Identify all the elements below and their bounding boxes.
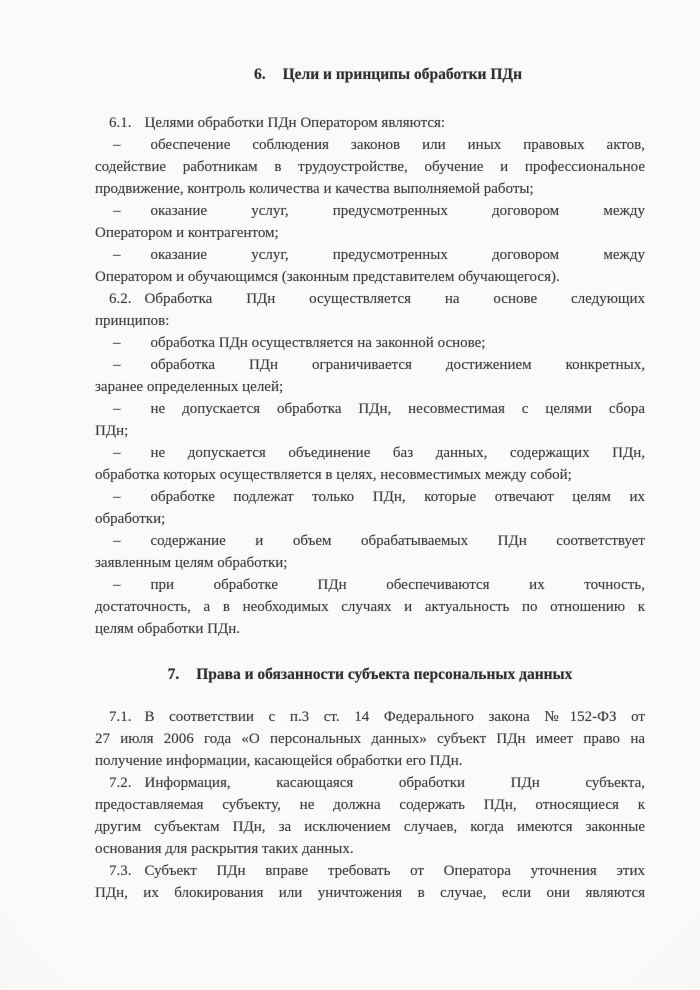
item-text: оказание услуг, предусмотренных договором между: [150, 203, 645, 219]
list-item: [95, 442, 645, 486]
list-item: [95, 530, 645, 574]
item-text: не допускается объединение баз данных, содержащих ПДн,: [150, 445, 645, 461]
dash-marker: –: [113, 357, 121, 373]
list-item: [95, 486, 645, 530]
text-line: [95, 486, 645, 508]
list-item: [95, 398, 645, 442]
text-line: предоставляемая субъекту, не должна содержать ПДн, относящиеся к: [95, 797, 645, 813]
item-text: обеспечение соблюдения законов или иных правовых актов,: [150, 137, 645, 153]
clause-text: Целями обработки ПДн Оператором являются:: [144, 115, 446, 131]
text-line: заранее определенных целей;: [95, 379, 284, 395]
item-text: обработка ПДн осуществляется на законной основе;: [150, 335, 486, 351]
text-line: [95, 706, 645, 728]
text-line: ПДн, их блокирования или уничтожения в случае, если они являются: [95, 885, 645, 901]
text-line: обработки;: [95, 511, 166, 527]
text-line: [95, 134, 645, 156]
dash-marker: –: [113, 577, 121, 593]
text-line: [95, 398, 645, 420]
clause-number: 7.1.: [109, 709, 132, 725]
text-line: [95, 288, 645, 310]
list-item: [95, 134, 645, 200]
clause-text: Субъект ПДн вправе требовать от Оператора уточнения этих: [144, 863, 645, 879]
text-line: [95, 860, 645, 882]
list-item: [95, 244, 645, 288]
text-line: [95, 442, 645, 464]
text-line: принципов:: [95, 313, 170, 329]
paragraph-7-3: [95, 860, 645, 904]
dash-marker: –: [113, 445, 121, 461]
clause-text: Информация, касающаяся обработки ПДн субъекта,: [144, 775, 645, 791]
text-line: Оператором и контрагентом;: [95, 225, 279, 241]
section-6-heading: [113, 64, 663, 86]
text-line: продвижение, контроль количества и качества выполняемой работы;: [95, 181, 534, 197]
clause-text: В соответствии с п.3 ст. 14 Федерального закона №152-ФЗ от: [144, 709, 645, 725]
dash-marker: –: [113, 203, 121, 219]
section-title: Цели и принципы обработки ПДн: [282, 66, 522, 83]
section-number: 6.: [253, 66, 266, 83]
text-line: [95, 772, 645, 794]
text-line: другим субъектам ПДн, за исключением случаев, когда имеются законные: [95, 819, 645, 835]
clause-number: 7.2.: [109, 775, 132, 791]
item-text: не допускается обработка ПДн, несовместимая с целями сбора: [150, 401, 645, 417]
clause-number: 7.3.: [109, 863, 132, 879]
text-line: заявленным целям обработки;: [95, 555, 288, 571]
clause-number: 6.1.: [109, 115, 132, 131]
text-line: ПДн;: [95, 423, 129, 439]
list-item: [95, 332, 645, 354]
text-line: целям обработки ПДн.: [95, 621, 240, 637]
text-line: основания для раскрытия таких данных.: [95, 841, 354, 857]
dash-marker: –: [113, 533, 121, 549]
paragraph-6-2: [95, 288, 645, 332]
text-line: [95, 530, 645, 552]
item-text: оказание услуг, предусмотренных договором между: [150, 247, 645, 263]
text-line: [95, 112, 645, 134]
dash-marker: –: [113, 401, 121, 417]
text-line: [95, 200, 645, 222]
paragraph-7-2: [95, 772, 645, 860]
dash-marker: –: [113, 489, 121, 505]
paragraph-7-1: [95, 706, 645, 772]
clause-number: 6.2.: [109, 291, 132, 307]
text-line: 27 июля 2006 года «О персональных данных» субъект ПДн имеет право на: [95, 731, 645, 747]
item-text: при обработке ПДн обеспечиваются их точность,: [150, 577, 645, 593]
text-line: обработка которых осуществляется в целях, несовместимых между собой;: [95, 467, 572, 483]
item-text: обработке подлежат только ПДн, которые отвечают целям их: [150, 489, 645, 505]
item-text: содержание и объем обрабатываемых ПДн соответствует: [150, 533, 645, 549]
paragraph-6-1: [95, 112, 645, 134]
text-line: достаточность, а в необходимых случаях и актуальность по отношению к: [95, 599, 645, 615]
section-number: 7.: [167, 666, 180, 683]
text-line: Оператором и обучающимся (законным представителем обучающегося).: [95, 269, 560, 285]
list-item: [95, 574, 645, 640]
list-item: [95, 354, 645, 398]
text-line: [95, 244, 645, 266]
section-title: Права и обязанности субъекта персональных данных: [196, 666, 573, 683]
dash-marker: –: [113, 335, 121, 351]
item-text: обработка ПДн ограничивается достижением конкретных,: [150, 357, 645, 373]
text-line: получение информации, касающейся обработки его ПДн.: [95, 753, 463, 769]
text-line: [95, 354, 645, 376]
section-7-heading: [95, 664, 645, 686]
document-text-block: [95, 64, 645, 904]
clause-text: Обработка ПДн осуществляется на основе следующих: [144, 291, 645, 307]
dash-marker: –: [113, 137, 121, 153]
text-line: [95, 332, 645, 354]
list-item: [95, 200, 645, 244]
text-line: [95, 574, 645, 596]
text-line: содействие работникам в трудоустройстве, обучение и профессиональное: [95, 159, 645, 175]
dash-marker: –: [113, 247, 121, 263]
